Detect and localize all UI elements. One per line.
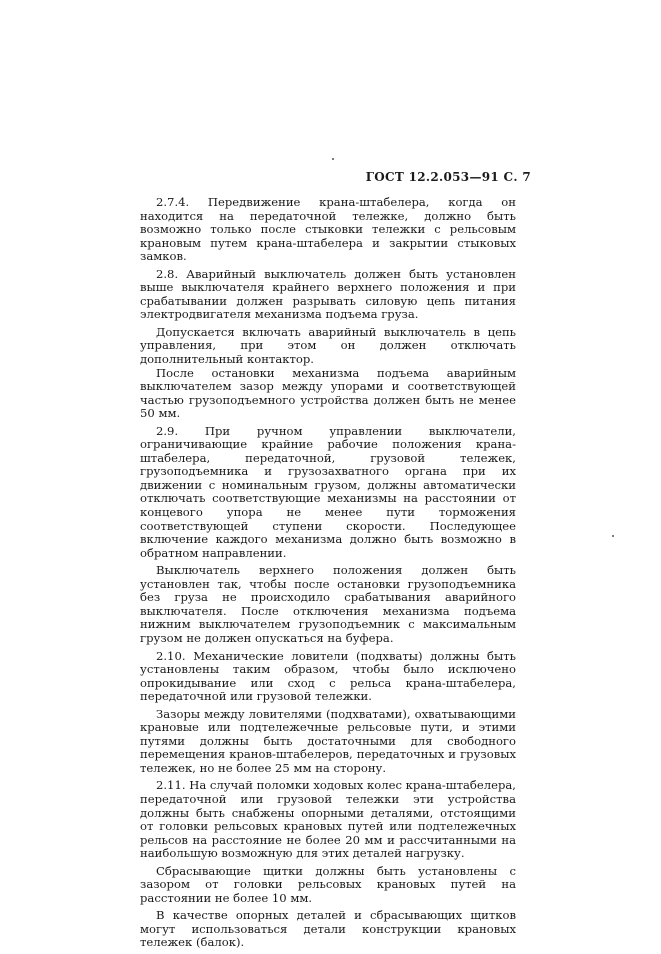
paragraph-2-8: 2.8. Аварийный выключатель должен быть установлен выше выключателя крайнего верхнего положения и при срабатывании должен разрывать силовую цепь питания электродвигателя механизма подъема груза.	[140, 266, 516, 322]
document-body	[140, 196, 516, 954]
paragraph-2-7-4: 2.7.4. Передвижение крана-штабелера, когда он находится на передаточной тележке, должно быть возможно только после стыковки тележки с рельсовым крановым путем крана-штабелера и закрытии стыковых замков.	[140, 195, 516, 264]
paragraph-2-10: 2.10. Механические ловители (подхваты) должны быть установлены таким образом, чтобы было исключено опрокидывание или сход с рельса крана-штабелера, передаточной или грузовой тележки.	[140, 648, 516, 704]
paragraph-2-9-upper: Выключатель верхнего положения должен быть установлен так, чтобы после остановки грузоподъемника без груза не происходило срабатывания аварийного выключателя. После отключения механизма подъема нижним выключателем грузоподъемник с максимальным грузом не должен опускаться на буфера.	[140, 563, 516, 645]
paragraph-2-10-gaps: Зазоры между ловителями (подхватами), охватывающими крановые или подтележечные рельсовые пути, и этими путями должны быть достаточными для свободного перемещения кранов-штабелеров, передаточных и грузовых тележек, но не более 25 мм на сторону.	[140, 706, 516, 775]
paragraph-2-11: 2.11. На случай поломки ходовых колес крана-штабелера, передаточной или грузовой тележки эти устройства должны быть снабжены опорными деталями, отстоящими от головки рельсовых крановых путей или подтележечных рельсов на расстояние не более 20 мм и рассчитанными на наибольшую возможную для этих деталей нагрузку.	[140, 778, 516, 861]
scan-speck	[612, 535, 614, 537]
paragraph-2-8-gap: После остановки механизма подъема аварийным выключателем зазор между упорами и соответствующей частью грузоподъемного устройства должен быть не менее 50 мм.	[140, 365, 516, 421]
paragraph-2-8-note: Допускается включать аварийный выключатель в цепь управления, при этом он должен отключать дополнительный контактор.	[140, 324, 516, 367]
paragraph-2-9: 2.9. При ручном управлении выключатели, ограничивающие крайние рабочие положения крана-штабелера, передаточной, грузовой тележек, грузоподъемника и грузозахватного органа при их движении с номинальным грузом, должны автоматически отключать соответствующие механизмы на расстоянии от концевого упора не менее пути торможения соответствующей ступени скорости. Последующее включение каждого механизма должно быть возможно в обратном направлении.	[140, 423, 516, 560]
page-header: ГОСТ 12.2.053—91 С. 7	[365, 170, 531, 184]
scan-speck	[332, 158, 334, 160]
paragraph-2-11-parts: В качестве опорных деталей и сбрасывающих щитков могут использоваться детали конструкции крановых тележек (балок).	[140, 908, 516, 950]
paragraph-2-11-shields: Сбрасывающие щитки должны быть установлены с зазором от головки рельсовых крановых путей на расстоянии не более 10 мм.	[140, 863, 516, 905]
